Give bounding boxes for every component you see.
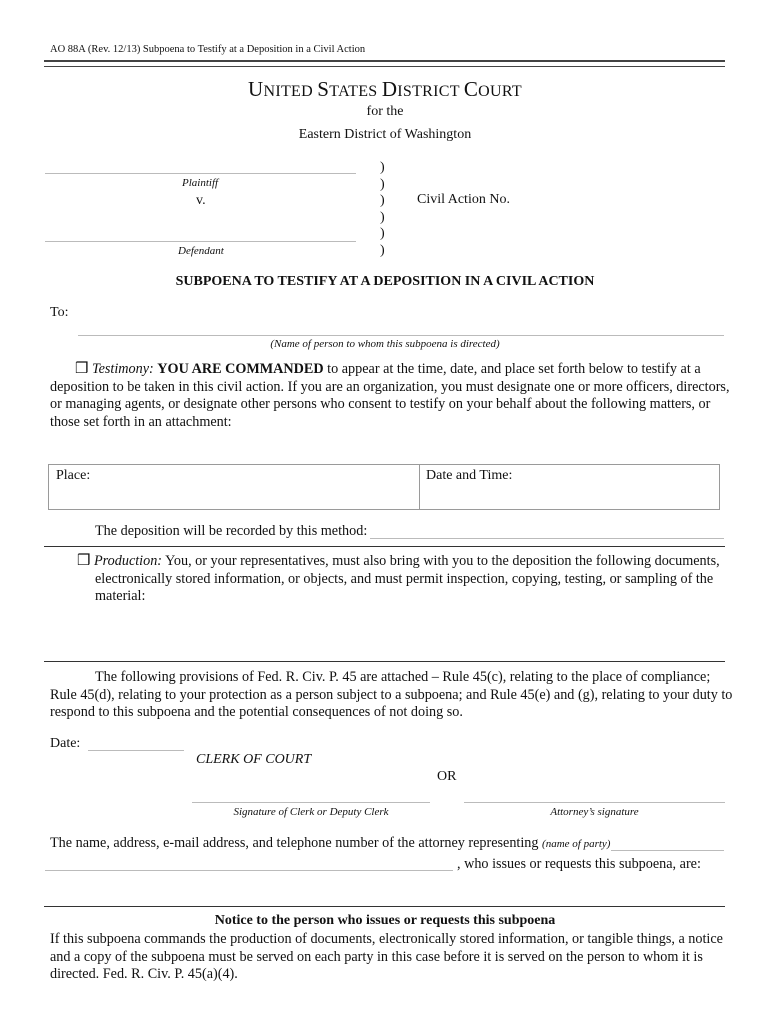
- subpoena-title: SUBPOENA TO TESTIFY AT A DEPOSITION IN A CIVIL ACTION: [175, 274, 595, 289]
- date-field[interactable]: [88, 750, 184, 751]
- production-materials-field[interactable]: [95, 606, 725, 656]
- caption-paren-column: ) ) ) ) ) ): [380, 160, 385, 258]
- attorney-info-line1: The name, address, e-mail address, and telephone number of the attorney representing (name of party): [50, 835, 611, 851]
- production-checkbox[interactable]: ❒: [77, 553, 91, 569]
- district-name: Eastern District of Washington: [298, 127, 472, 142]
- date-time-label: Date and Time:: [426, 468, 513, 483]
- attorney-signature-field[interactable]: [464, 802, 725, 803]
- section-divider-3: [44, 906, 725, 907]
- commanded-text: YOU ARE COMMANDED: [157, 361, 324, 377]
- recording-method-field[interactable]: [370, 538, 724, 539]
- provisions-paragraph: The following provisions of Fed. R. Civ. P. 45 are attached – Rule 45(c), relating to the place of compliance; Rule 45(d), relating to your protection as a person subject to a subpoena; and Rule 45(e) and (g), relating to your duty to respond to this subpoena and the potential consequences of not doing so.: [50, 669, 733, 720]
- recipient-caption: (Name of person to whom this subpoena is directed): [270, 338, 500, 350]
- for-the-text: for the: [366, 104, 404, 119]
- production-section: ❒ Production: You, or your representatives, must also bring with you to the deposition the following documents, electronically stored information, or objects, and must permit inspection, copying, testing, or sampling of the material:: [77, 553, 720, 604]
- party-name-field[interactable]: [611, 850, 724, 851]
- civil-action-label: Civil Action No.: [417, 192, 510, 207]
- testimony-section: ❒ Testimony: YOU ARE COMMANDED to appear at the time, date, and place set forth below to testify at a deposition to be taken in this civil action. If you are an organization, you must designate one or more officers, directors, or managing agents, or designate other persons who consent to testify on your behalf about the following matters, or those set forth in an attachment:: [50, 361, 730, 430]
- recording-method-label: The deposition will be recorded by this method:: [95, 523, 368, 539]
- header-double-rule: [44, 60, 725, 67]
- name-of-party-caption: (name of party): [542, 838, 611, 850]
- production-label: Production:: [94, 553, 163, 569]
- attorney-info-line2: , who issues or requests this subpoena, are:: [457, 856, 701, 872]
- date-time-field[interactable]: [420, 466, 716, 506]
- versus-text: v.: [196, 193, 206, 208]
- place-field[interactable]: [49, 466, 417, 506]
- form-id-header: AO 88A (Rev. 12/13) Subpoena to Testify at a Deposition in a Civil Action: [50, 44, 366, 55]
- plaintiff-label: Plaintiff: [182, 177, 219, 189]
- testimony-checkbox[interactable]: ❒: [75, 361, 89, 377]
- section-divider-2: [44, 661, 725, 662]
- recipient-name-field[interactable]: [78, 335, 724, 336]
- place-label: Place:: [56, 468, 91, 483]
- clerk-of-court-label: CLERK OF COURT: [196, 752, 312, 767]
- defendant-name-field[interactable]: [45, 241, 356, 242]
- clerk-signature-caption: Signature of Clerk or Deputy Clerk: [233, 806, 389, 818]
- plaintiff-name-field[interactable]: [45, 173, 356, 174]
- to-label: To:: [50, 305, 69, 320]
- testimony-label: Testimony:: [92, 361, 154, 377]
- notice-title: Notice to the person who issues or requests this subpoena: [214, 913, 556, 928]
- attorney-info-field[interactable]: [45, 870, 453, 871]
- or-label: OR: [437, 769, 457, 784]
- notice-paragraph: If this subpoena commands the production of documents, electronically stored information, or tangible things, a notice and a copy of the subpoena must be served on each party in this case before it is served on the person to whom it is directed. Fed. R. Civ. P. 45(a)(4).: [50, 931, 723, 982]
- section-divider-1: [44, 546, 725, 547]
- attorney-signature-caption: Attorney’s signature: [550, 806, 639, 818]
- clerk-signature-field[interactable]: [192, 802, 430, 803]
- date-label: Date:: [50, 736, 81, 751]
- court-title: UNITED STATES DISTRICT COURT: [248, 77, 522, 101]
- defendant-label: Defendant: [178, 245, 224, 257]
